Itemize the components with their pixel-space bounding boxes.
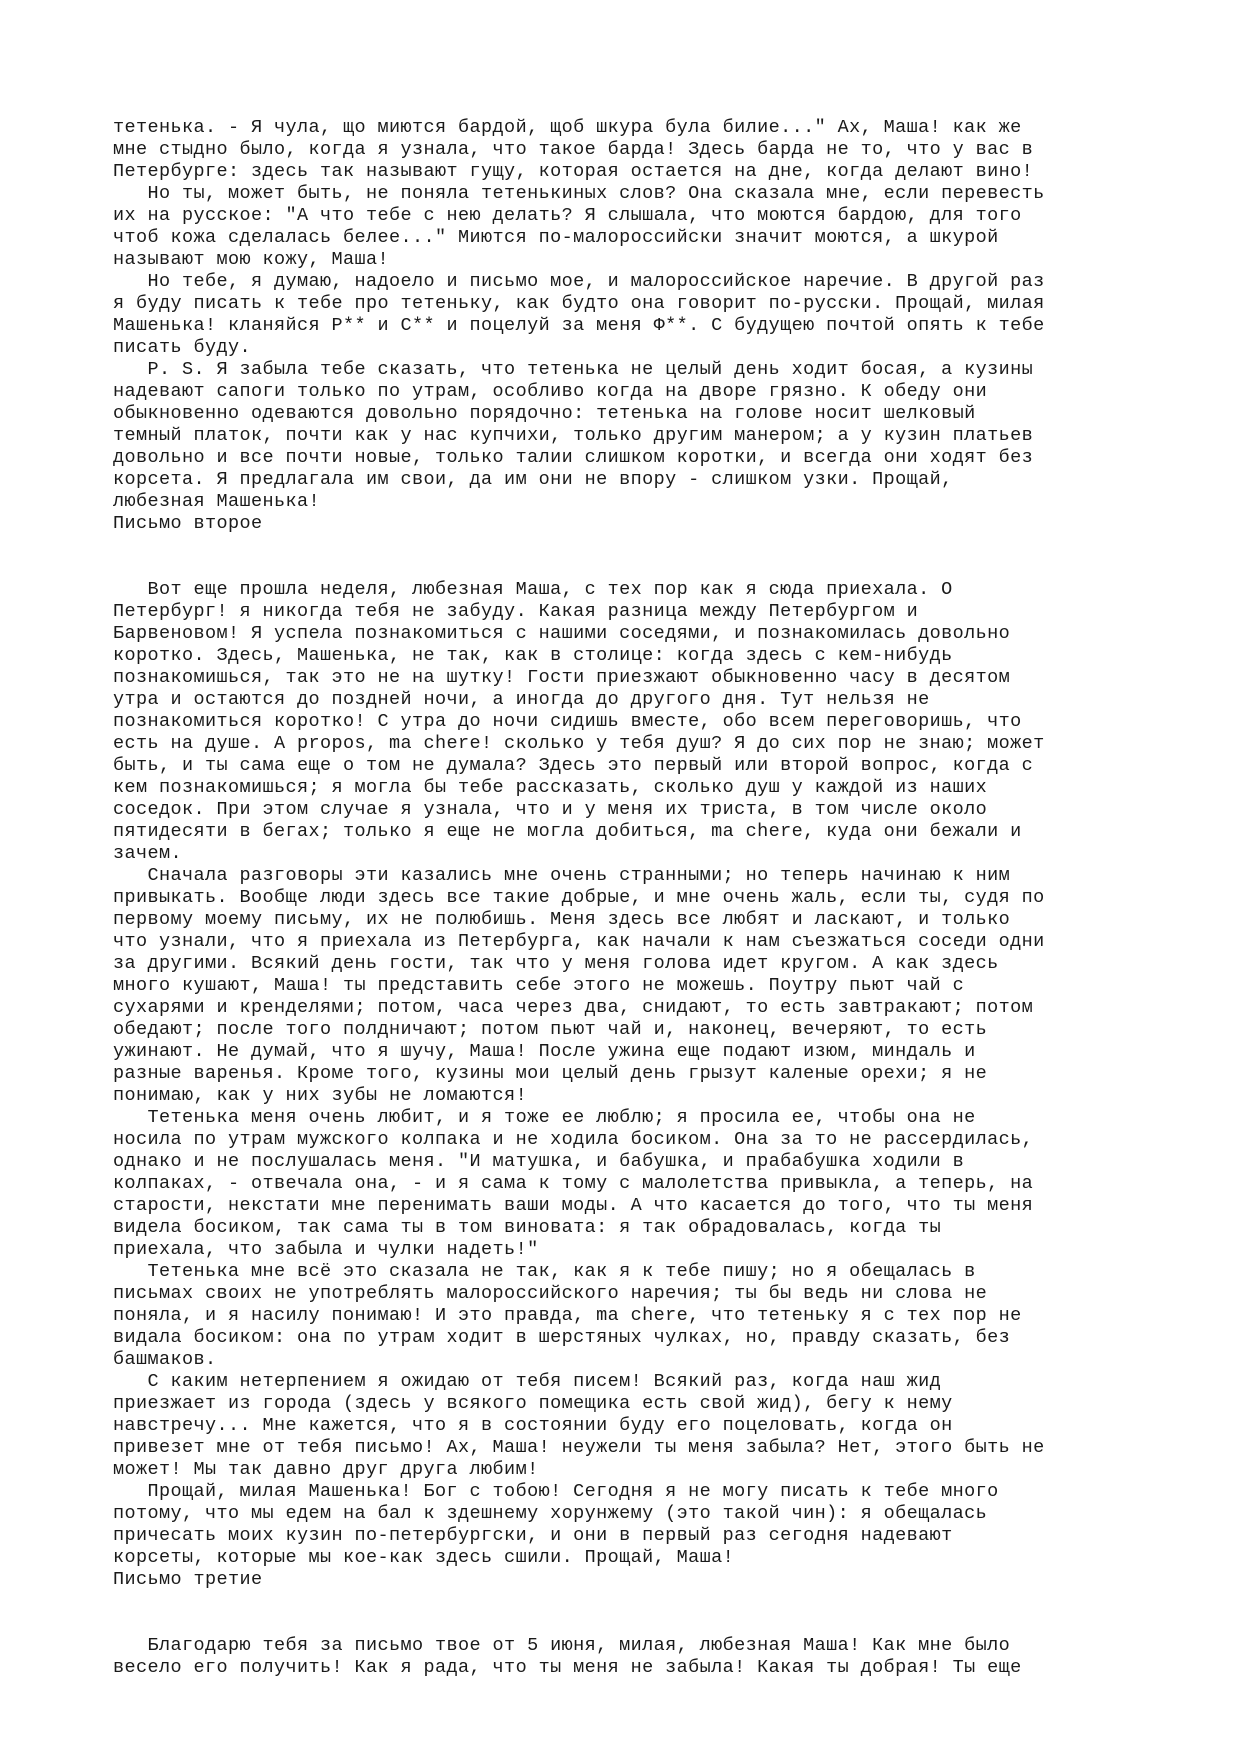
text-line: привезет мне от тебя письмо! Ах, Маша! неужели ты меня забыла? Нет, этого быть не xyxy=(113,1437,1045,1458)
text-line: однако и не послушалась меня. "И матушка, и бабушка, и прабабушка ходили в xyxy=(113,1151,965,1172)
text-line: за другими. Всякий день гости, так что у меня голова идет кругом. А как здесь xyxy=(113,953,999,974)
text-line: видала босиком: она по утрам ходит в шерстяных чулках, но, правду сказать, без xyxy=(113,1327,1011,1348)
text-line xyxy=(113,1591,1133,1613)
text-line: называют мою кожу, Маша! xyxy=(113,249,390,270)
text-line: навстречу... Мне кажется, что я в состоянии буду его поцеловать, когда он xyxy=(113,1415,953,1436)
text-line: любезная Машенька! xyxy=(113,491,321,512)
text-line: кем познакомишься; я могла бы тебе рассказать, сколько душ у каждой из наших xyxy=(113,777,988,798)
text-line: Петербург! я никогда тебя не забуду. Какая разница между Петербургом и xyxy=(113,601,919,622)
text-line: старости, некстати мне перенимать ваши моды. А что касается до того, что ты меня xyxy=(113,1195,1034,1216)
text-line xyxy=(113,1613,1133,1635)
text-line: что узнали, что я приехала из Петербурга, как начали к нам съезжаться соседи одни xyxy=(113,931,1045,952)
text-line: Петербурге: здесь так называют гущу, которая остается на дне, когда делают вино! xyxy=(113,161,1034,182)
text-line: сухарями и кренделями; потом, часа через два, снидают, то есть завтракают; потом xyxy=(113,997,1034,1018)
text-line: первому моему письму, их не полюбишь. Меня здесь все любят и ласкают, и только xyxy=(113,909,1011,930)
text-line: Письмо второе xyxy=(113,513,263,534)
text-line: корсеты, которые мы кое-как здесь сшили. Прощай, Маша! xyxy=(113,1547,735,1568)
text-line: приезжает из города (здесь у всякого помещика есть свой жид), бегу к нему xyxy=(113,1393,953,1414)
text-line: башмаков. xyxy=(113,1349,217,1370)
text-line: потому, что мы едем на бал к здешнему хорунжему (это такой чин): я обещалась xyxy=(113,1503,988,1524)
text-line: чтоб кожа сделалась белее..." Миются по-малороссийски значит моются, а шкурой xyxy=(113,227,999,248)
text-line: колпаках, - отвечала она, - и я сама к тому с малолетства привыкла, а теперь, на xyxy=(113,1173,1034,1194)
text-line: Но ты, может быть, не поняла тетенькиных слов? Она сказала мне, если перевесть xyxy=(113,183,1045,204)
text-line: Благодарю тебя за письмо твое от 5 июня, милая, любезная Маша! Как мне было xyxy=(113,1635,1011,1656)
text-line: пятидесяти в бегах; только я еще не могла добиться, ma chere, куда они бежали и xyxy=(113,821,1022,842)
text-line: Барвеновом! Я успела познакомиться с нашими соседями, и познакомилась довольно xyxy=(113,623,1011,644)
text-line: понимаю, как у них зубы не ломаются! xyxy=(113,1085,528,1106)
text-line: мне стыдно было, когда я узнала, что такое барда! Здесь барда не то, что у вас в xyxy=(113,139,1034,160)
text-line: Письмо третие xyxy=(113,1569,263,1590)
text-line: видела босиком, так сама ты в том виновата: я так обрадовалась, когда ты xyxy=(113,1217,942,1238)
text-line: коротко. Здесь, Машенька, не так, как в столице: когда здесь с кем-нибудь xyxy=(113,645,953,666)
text-line: письмах своих не употреблять малороссийского наречия; ты бы ведь ни слова не xyxy=(113,1283,988,1304)
text-line: довольно и все почти новые, только талии слишком коротки, и всегда они ходят без xyxy=(113,447,1034,468)
text-line: тетенька. - Я чула, що миются бардой, щоб шкура була билие..." Ах, Маша! как же xyxy=(113,117,1022,138)
text-line: С каким нетерпением я ожидаю от тебя писем! Всякий раз, когда наш жид xyxy=(113,1371,942,1392)
text-line: писать буду. xyxy=(113,337,252,358)
text-line: P. S. Я забыла тебе сказать, что тетенька не целый день ходит босая, а кузины xyxy=(113,359,1034,380)
text-line: привыкать. Вообще люди здесь все такие добрые, и мне очень жаль, если ты, судя по xyxy=(113,887,1045,908)
text-line: Сначала разговоры эти казались мне очень странными; но теперь начинаю к ним xyxy=(113,865,1011,886)
text-line: Тетенька мне всё это сказала не так, как я к тебе пишу; но я обещалась в xyxy=(113,1261,976,1282)
text-line: надевают сапоги только по утрам, особливо когда на дворе грязно. К обеду они xyxy=(113,381,988,402)
text-line: Прощай, милая Машенька! Бог с тобою! Сегодня я не могу писать к тебе много xyxy=(113,1481,999,1502)
text-line: корсета. Я предлагала им свои, да им они не впору - слишком узки. Прощай, xyxy=(113,469,953,490)
text-line: познакомишься, так это не на шутку! Гости приезжают обыкновенно часу в десятом xyxy=(113,667,1011,688)
text-line: познакомиться коротко! С утра до ночи сидишь вместе, обо всем переговоришь, что xyxy=(113,711,1022,732)
text-line xyxy=(113,557,1133,579)
text-line: причесать моих кузин по-петербургски, и они в первый раз сегодня надевают xyxy=(113,1525,953,1546)
text-line: обыкновенно одеваются довольно порядочно: тетенька на голове носит шелковый xyxy=(113,403,976,424)
text-line: носила по утрам мужского колпака и не ходила босиком. Она за то не рассердилась, xyxy=(113,1129,1034,1150)
text-line: Но тебе, я думаю, надоело и письмо мое, и малороссийское наречие. В другой раз xyxy=(113,271,1045,292)
text-line: разные варенья. Кроме того, кузины мои целый день грызут каленые орехи; я не xyxy=(113,1063,988,1084)
text-line: я буду писать к тебе про тетеньку, как будто она говорит по-русски. Прощай, милая xyxy=(113,293,1045,314)
text-line: темный платок, почти как у нас купчихи, только другим манером; а у кузин платьев xyxy=(113,425,1034,446)
text-line: зачем. xyxy=(113,843,183,864)
text-line: весело его получить! Как я рада, что ты меня не забыла! Какая ты добрая! Ты еще xyxy=(113,1657,1022,1678)
document-page xyxy=(113,117,1133,1679)
text-line: есть на душе. A propos, ma chere! сколько у тебя душ? Я до сих пор не знаю; может xyxy=(113,733,1045,754)
text-line: их на русское: "А что тебе с нею делать? Я слышала, что моются бардою, для того xyxy=(113,205,1022,226)
text-line: обедают; после того полдничают; потом пьют чай и, наконец, вечеряют, то есть xyxy=(113,1019,988,1040)
text-line: ужинают. Не думай, что я шучу, Маша! После ужина еще подают изюм, миндаль и xyxy=(113,1041,976,1062)
text-line: Тетенька меня очень любит, и я тоже ее люблю; я просила ее, чтобы она не xyxy=(113,1107,976,1128)
text-line xyxy=(113,535,1133,557)
text-line: Вот еще прошла неделя, любезная Маша, с тех пор как я сюда приехала. О xyxy=(113,579,953,600)
text-line: поняла, и я насилу понимаю! И это правда, ma chere, что тетеньку я с тех пор не xyxy=(113,1305,1022,1326)
text-line: много кушают, Маша! ты представить себе этого не можешь. Поутру пьют чай с xyxy=(113,975,965,996)
text-line: приехала, что забыла и чулки надеть!" xyxy=(113,1239,539,1260)
text-line: утра и остаются до поздней ночи, а иногда до другого дня. Тут нельзя не xyxy=(113,689,930,710)
text-line: быть, и ты сама еще о том не думала? Здесь это первый или второй вопрос, когда с xyxy=(113,755,1034,776)
text-line: соседок. При этом случае я узнала, что и у меня их триста, в том числе около xyxy=(113,799,988,820)
text-line: Машенька! кланяйся Р** и С** и поцелуй за меня Ф**. С будущею почтой опять к тебе xyxy=(113,315,1045,336)
text-line: может! Мы так давно друг друга любим! xyxy=(113,1459,539,1480)
